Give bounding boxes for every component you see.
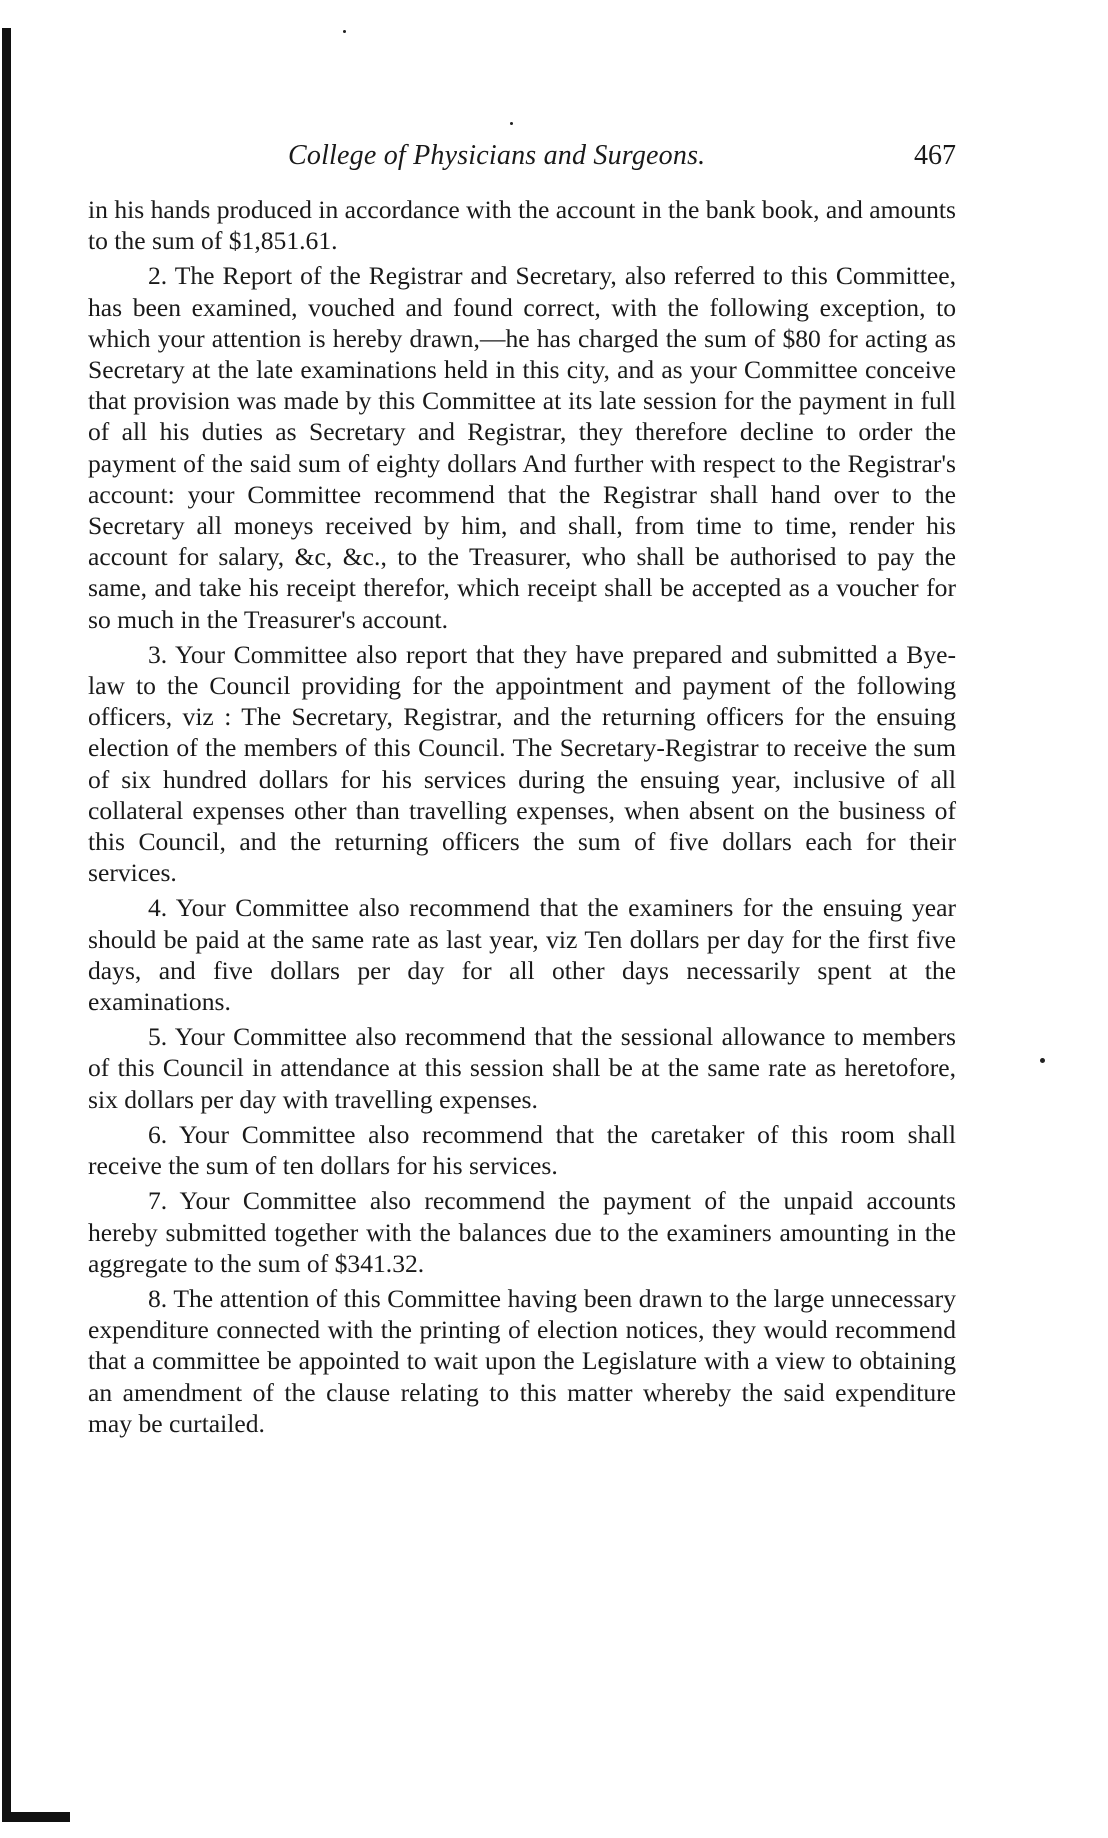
print-speck: [1040, 1058, 1045, 1063]
document-page: [88, 140, 956, 1439]
body-paragraph: 6. Your Committee also recommend that the caretaker of this room shall receive the sum of ten dollars for his services.: [88, 1119, 956, 1181]
page-binding-edge: [2, 28, 11, 1818]
body-paragraph: 5. Your Committee also recommend that the sessional allowance to members of this Council in attendance at this session shall be at the same rate as heretofore, six dollars per day with travelling expenses.: [88, 1022, 956, 1114]
body-paragraph: 3. Your Committee also report that they have prepared and submitted a Bye-law to the Council providing for the appointment and payment of the following officers, viz : The Secretary, Registrar, and the returning officers for the ensuing election of the members of this Council. The Secretary-Registrar to receive the sum of six hundred dollars for his services during the ensuing year, inclusive of all collateral expenses other than travelling expenses, when absent on the business of this Council, and the returning officers the sum of five dollars each for their services.: [88, 639, 956, 888]
page-header: [88, 140, 956, 180]
page-binding-foot: [2, 1812, 70, 1822]
body-paragraph: 4. Your Committee also recommend that the examiners for the ensuing year should be paid at the same rate as last year, viz Ten dollars per day for the first five days, and five dollars per day for all other days necessarily spent at the examinations.: [88, 893, 956, 1017]
page-number: 467: [914, 140, 956, 171]
running-title: College of Physicians and Surgeons.: [288, 140, 706, 171]
body-paragraph: 7. Your Committee also recommend the payment of the unpaid accounts hereby submitted together with the balances due to the examiners amounting in the aggregate to the sum of $341.32.: [88, 1186, 956, 1278]
print-speck: [510, 122, 513, 125]
print-speck: [343, 30, 346, 33]
body-paragraph: 8. The attention of this Committee having been drawn to the large unnecessary expenditure connected with the printing of election notices, they would recommend that a committee be appointed to wait upon the Legislature with a view to obtaining an amendment of the clause relating to this matter whereby the said expenditure may be curtailed.: [88, 1283, 956, 1438]
body-paragraph: 2. The Report of the Registrar and Secretary, also referred to this Committee, has been examined, vouched and found correct, with the following exception, to which your attention is hereby drawn,—he has charged the sum of $80 for acting as Secretary at the late examinations held in this city, and as your Committee conceive that provision was made by this Committee at its late session for the payment in full of all his duties as Secretary and Registrar, they therefore decline to order the payment of the said sum of eighty dollars And further with respect to the Registrar's account: your Committee recommend that the Registrar shall hand over to the Secretary all moneys received by him, and shall, from time to time, render his account for salary, &c, &c., to the Treasurer, who shall be authorised to pay the same, and take his receipt therefor, which receipt shall be accepted as a voucher for so much in the Treasurer's account.: [88, 261, 956, 634]
body-paragraph: in his hands produced in accordance with the account in the bank book, and amounts to the sum of $1,851.61.: [88, 195, 956, 256]
